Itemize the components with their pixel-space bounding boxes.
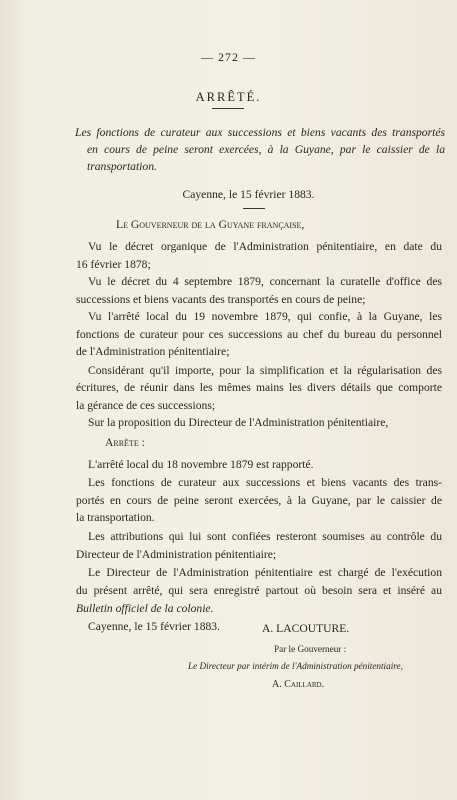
body-line-20: Bulletin officiel de la colonie. <box>76 602 214 615</box>
body-line-10: la gérance de ces successions; <box>76 399 216 412</box>
signature: A. LACOUTURE. <box>262 622 350 635</box>
title-rule <box>212 108 244 109</box>
decree-summary <box>75 124 445 175</box>
decree-title: ARRÊTÉ. <box>195 90 262 104</box>
page-number: — 272 — <box>201 50 256 64</box>
body-line-18: Le Directeur de l'Administration pénitentiaire est chargé de l'exécution <box>88 566 442 579</box>
governor-line: Le Gouverneur de la Guyane française, <box>116 218 305 231</box>
body-line-15: la transportation. <box>76 511 155 524</box>
body-line-1: Vu le décret organique de l'Administration pénitentiaire, en date du <box>88 240 442 253</box>
body-line-5: Vu l'arrêté local du 19 novembre 1879, qui confie, à la Guyane, les <box>88 310 442 323</box>
body-line-3: Vu le décret du 4 septembre 1879, concernant la curatelle d'office des <box>88 275 442 288</box>
date-rule <box>243 208 265 209</box>
closing-date: Cayenne, le 15 février 1883. <box>88 620 220 633</box>
countersign-name: A. Caillard. <box>272 679 325 690</box>
summary-line-1: Les fonctions de curateur aux successions et biens vacants des transportés <box>75 126 445 139</box>
body-line-2: 16 février 1878; <box>76 258 151 271</box>
body-line-8: Considérant qu'il importe, pour la simplification et la régularisation des <box>88 364 442 377</box>
body-line-4: successions et biens vacants des transportés en cours de peine; <box>76 293 366 306</box>
summary-line-3: transportation. <box>87 160 157 173</box>
body-line-7: de l'Administration pénitentiaire; <box>76 345 230 358</box>
body-line-14: portés en cours de peine seront exercées, à la Guyane, par le caissier de <box>76 494 442 507</box>
countersign-intro: Par le Gouverneur : <box>274 644 347 654</box>
body-line-19: du présent arrêté, qui sera enregistré partout où besoin sera et inséré au <box>76 584 442 597</box>
body-line-13: Les fonctions de curateur aux successions et biens vacants des trans- <box>88 476 442 489</box>
summary-line-2: en cours de peine seront exercées, à la Guyane, par le caissier de la <box>87 143 445 156</box>
body-line-17: Directeur de l'Administration pénitentiaire; <box>76 548 277 561</box>
body-line-11: Sur la proposition du Directeur de l'Administration pénitentiaire, <box>88 416 389 429</box>
body-line-16: Les attributions qui lui sont confiées resteront soumises au contrôle du <box>88 530 442 543</box>
date-heading: Cayenne, le 15 février 1883. <box>182 188 315 201</box>
arrete-heading: Arrête : <box>105 436 145 449</box>
body-line-12: L'arrêté local du 18 novembre 1879 est rapporté. <box>88 458 314 471</box>
body-line-9: écritures, de réunir dans les mêmes mains les divers détails que comporte <box>76 381 442 394</box>
body-line-6: fonctions de curateur pour ces successions au chef du bureau du personnel <box>76 328 442 341</box>
countersign-role: Le Directeur par intérim de l'Administration pénitentiaire, <box>188 661 403 671</box>
